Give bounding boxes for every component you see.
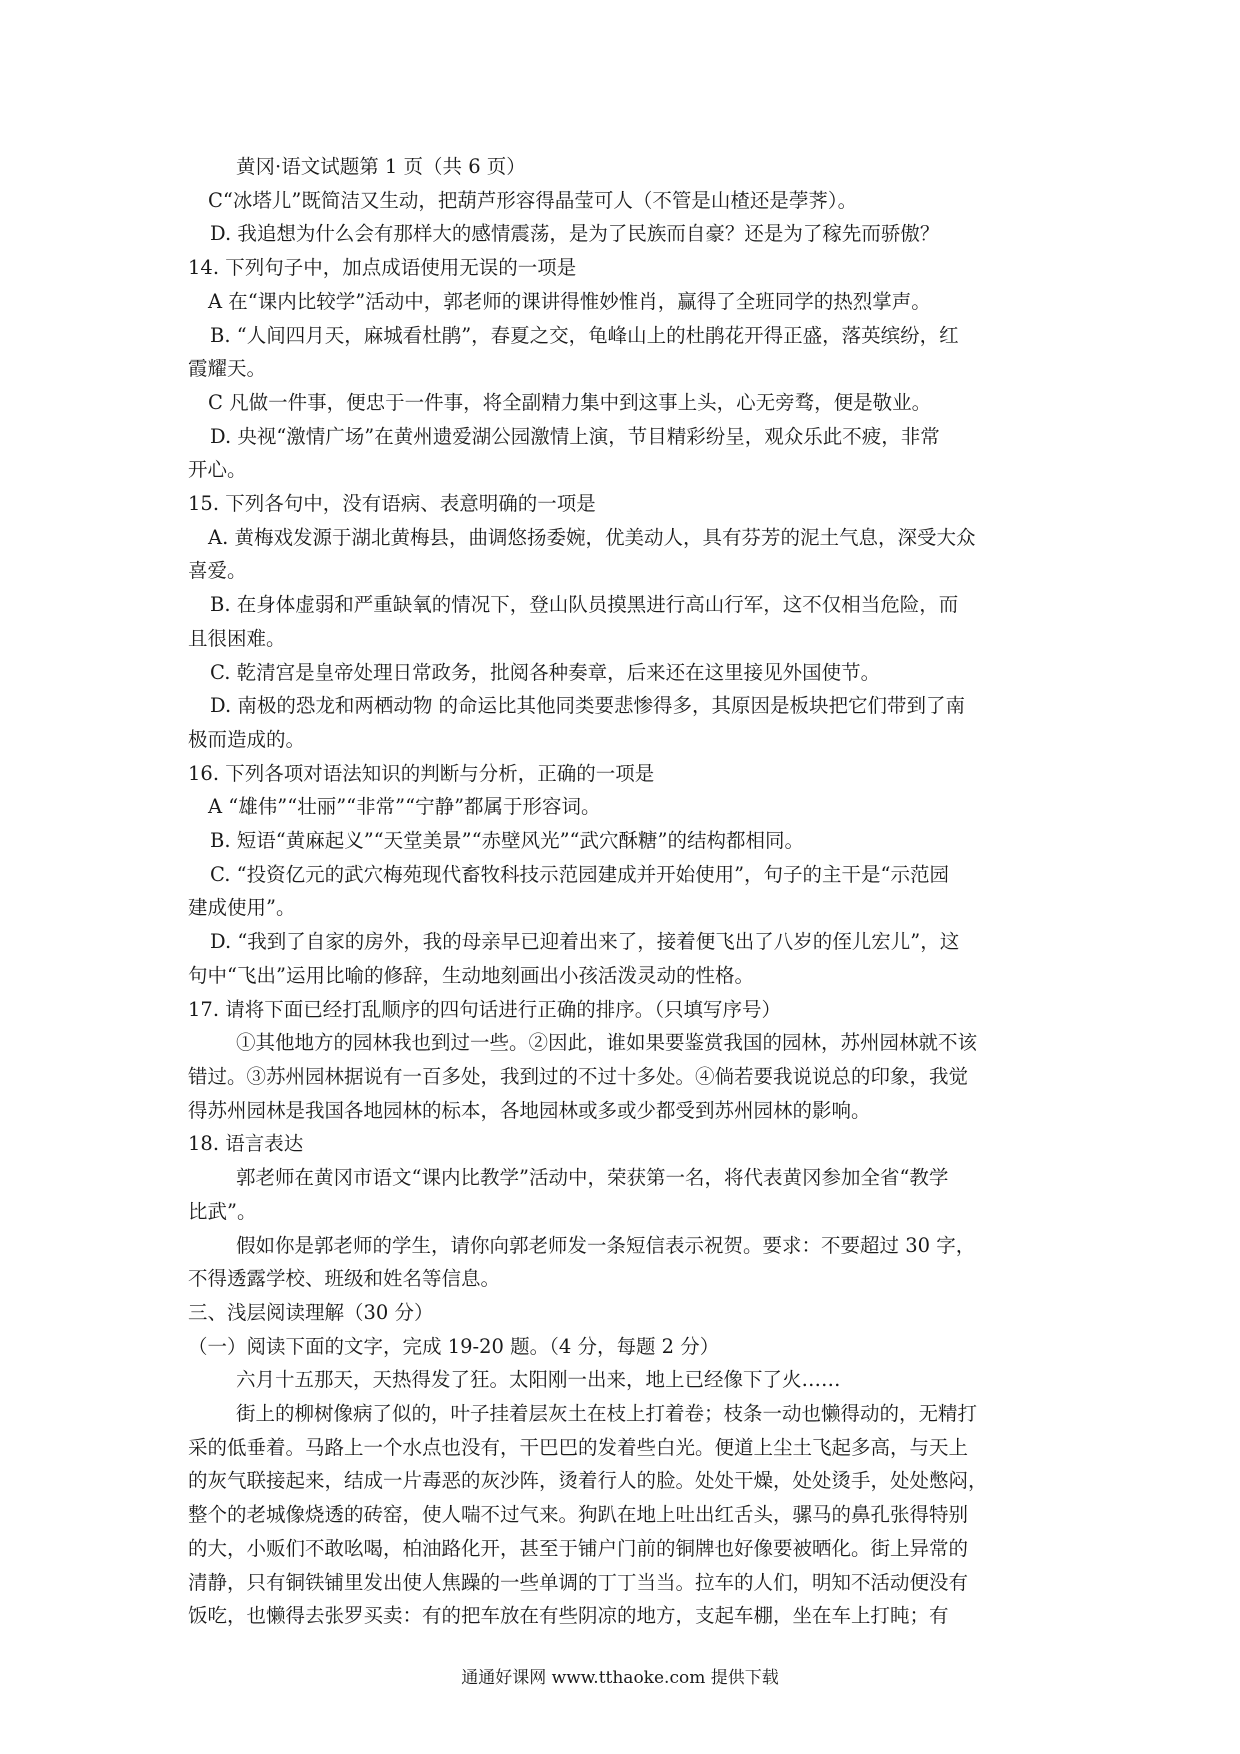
option-c: C“冰塔儿”既简洁又生动，把葫芦形容得晶莹可人（不管是山楂还是荸荠）。: [208, 188, 858, 212]
option-c: C 凡做一件事，便忠于一件事，将全副精力集中到这事上头，心无旁骛，便是敬业。: [208, 390, 932, 414]
option-b-cont: 且很困难。: [188, 626, 286, 650]
paragraph-line: 的大，小贩们不敢吆喝，柏油路化开，甚至于铺户门前的铜牌也好像要被晒化。街上异常的: [188, 1536, 969, 1560]
page-header-line: 黄冈·语文试题第 1 页（共 6 页）: [236, 155, 526, 178]
subsection-heading: （一）阅读下面的文字，完成 19-20 题。（4 分，每题 2 分）: [188, 1334, 720, 1358]
option-d-cont: 极而造成的。: [188, 727, 306, 751]
paragraph-line: 饭吃，也懒得去张罗买卖：有的把车放在有些阴凉的地方，支起车棚，坐在车上打盹；有: [188, 1604, 949, 1628]
paragraph-line: 街上的柳树像病了似的，叶子挂着层灰土在枝上打着卷；枝条一动也懒得动的，无精打: [236, 1402, 978, 1426]
paragraph-line: 错过。③苏州园林据说有一百多处，我到过的不过十多处。④倘若要我说说总的印象，我觉: [188, 1064, 969, 1088]
option-a-cont: 喜爱。: [188, 559, 247, 583]
option-c-cont: 建成使用”。: [188, 896, 296, 920]
option-d-cont: 句中“飞出”运用比喻的修辞，生动地刻画出小孩活泼灵动的性格。: [188, 963, 754, 987]
option-d: D. 央视“激情广场”在黄州遗爱湖公园激情上演，节目精彩纷呈，观众乐此不疲，非常: [210, 424, 940, 448]
option-b: B. “人间四月天，麻城看杜鹃”，春夏之交，龟峰山上的杜鹃花开得正盛，落英缤纷，红: [210, 323, 959, 347]
paragraph-line: 郭老师在黄冈市语文“课内比教学”活动中，荣获第一名，将代表黄冈参加全省“教学: [236, 1166, 949, 1190]
option-b: B. 在身体虚弱和严重缺氧的情况下，登山队员摸黑进行高山行军，这不仅相当危险，而: [210, 593, 959, 617]
option-a: A “雄伟”“壮丽”“非常”“宁静”都属于形容词。: [208, 795, 601, 819]
paragraph-line: 假如你是郭老师的学生，请你向郭老师发一条短信表示祝贺。要求：不要超过 30 字，: [236, 1233, 976, 1257]
question-17: 17. 请将下面已经打乱顺序的四句话进行正确的排序。（只填写序号）: [188, 997, 781, 1021]
paragraph-line: 清静，只有铜铁铺里发出使人焦躁的一些单调的丁丁当当。拉车的人们，明知不活动便没有: [188, 1570, 969, 1594]
option-a: A 在“课内比较学”活动中，郭老师的课讲得惟妙惟肖，赢得了全班同学的热烈掌声。: [208, 289, 931, 313]
question-18: 18. 语言表达: [188, 1132, 304, 1156]
option-d-cont: 开心。: [188, 458, 247, 482]
paragraph-line: 的灰气联接起来，结成一片毒恶的灰沙阵，烫着行人的脸。处处干燥，处处烫手，处处憋闷，: [188, 1469, 988, 1493]
option-a: A. 黄梅戏发源于湖北黄梅县，曲调悠扬委婉，优美动人，具有芬芳的泥土气息，深受大众: [208, 525, 976, 549]
paragraph-line: 采的低垂着。马路上一个水点也没有，干巴巴的发着些白光。便道上尘土飞起多高，与天上: [188, 1435, 969, 1459]
paragraph-line: ①其他地方的园林我也到过一些。②因此，谁如果要鉴赏我国的园林，苏州园林就不该: [236, 1031, 978, 1055]
question-16: 16. 下列各项对语法知识的判断与分析，正确的一项是: [188, 761, 655, 785]
paragraph-line: 整个的老城像烧透的砖窑，使人喘不过气来。狗趴在地上吐出红舌头，骡马的鼻孔张得特别: [188, 1503, 969, 1527]
option-b: B. 短语“黄麻起义”“天堂美景”“赤壁风光”“武穴酥糖”的结构都相同。: [210, 829, 804, 853]
option-d: D. “我到了自家的房外，我的母亲早已迎着出来了，接着便飞出了八岁的侄儿宏儿”，这: [210, 930, 960, 954]
paragraph-line: 得苏州园林是我国各地园林的标本，各地园林或多或少都受到苏州园林的影响。: [188, 1098, 871, 1122]
page-footer: 通通好课网 www.tthaoke.com 提供下载: [461, 1668, 779, 1688]
section-heading: 三、浅层阅读理解（30 分）: [188, 1300, 434, 1324]
option-c: C. 乾清宫是皇帝处理日常政务，批阅各种奏章，后来还在这里接见外国使节。: [210, 660, 881, 684]
question-15: 15. 下列各句中，没有语病、表意明确的一项是: [188, 492, 596, 516]
question-14: 14. 下列句子中，加点成语使用无误的一项是: [188, 256, 577, 280]
document-page: [188, 150, 1058, 1633]
paragraph-line: 比武”。: [188, 1199, 257, 1223]
option-d: D. 南极的恐龙和两栖动物 的命运比其他同类要悲惨得多，其原因是板块把它们带到了南: [210, 694, 966, 718]
paragraph-line: 六月十五那天，天热得发了狂。太阳刚一出来，地上已经像下了火……: [236, 1368, 841, 1392]
option-c: C. “投资亿元的武穴梅苑现代畜牧科技示范园建成并开始使用”，句子的主干是“示范园: [210, 862, 950, 886]
paragraph-line: 不得透露学校、班级和姓名等信息。: [188, 1267, 501, 1291]
option-d: D. 我追想为什么会有那样大的感情震荡，是为了民族而自豪？还是为了稼先而骄傲？: [210, 222, 940, 246]
option-b-cont: 霞耀天。: [188, 357, 267, 381]
